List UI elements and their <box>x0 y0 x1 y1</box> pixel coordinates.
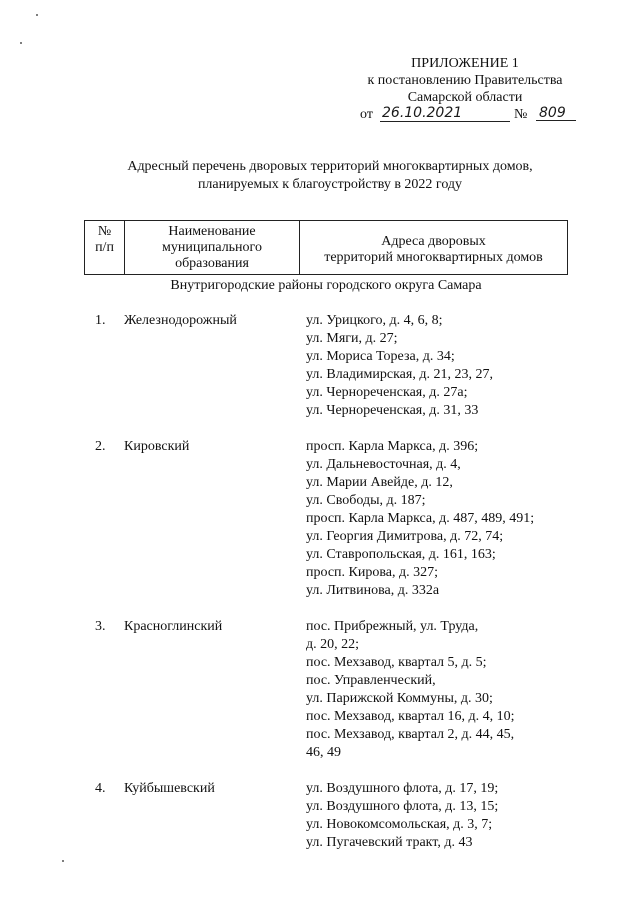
item-number: 1. <box>95 313 106 328</box>
address-line: ул. Марии Авейде, д. 12, <box>306 475 453 490</box>
address-line: ул. Мориса Тореза, д. 34; <box>306 349 455 364</box>
list-item <box>0 780 634 852</box>
address-line: ул. Георгия Димитрова, д. 72, 74; <box>306 529 504 544</box>
address-line: ул. Воздушного флота, д. 13, 15; <box>306 799 499 814</box>
header-text: Адреса дворовых <box>381 234 486 249</box>
address-line: 46, 49 <box>306 745 341 760</box>
section-title: Внутригородские районы городского округа Самара <box>170 278 482 293</box>
title-line-2: планируемых к благоустройству в 2022 году <box>197 177 463 192</box>
item-district: Красноглинский <box>124 619 223 634</box>
header-col-addresses <box>300 221 567 274</box>
number-prefix: № <box>514 107 528 122</box>
address-line: пос. Мехзавод, квартал 5, д. 5; <box>306 655 487 670</box>
address-line: просп. Карла Маркса, д. 396; <box>306 439 479 454</box>
title-line-1: Адресный перечень дворовых территорий многоквартирных домов, <box>127 159 533 174</box>
address-line: ул. Владимирская, д. 21, 23, 27, <box>306 367 493 382</box>
item-addresses <box>306 438 634 600</box>
address-line: ул. Свободы, д. 187; <box>306 493 426 508</box>
item-number: 2. <box>95 439 106 454</box>
address-line: пос. Мехзавод, квартал 16, д. 4, 10; <box>306 709 515 724</box>
address-line: д. 20, 22; <box>306 637 360 652</box>
date-prefix: от <box>360 107 373 122</box>
handwritten-number: 809 <box>539 105 566 121</box>
item-district: Кировский <box>124 439 190 454</box>
address-line: пос. Управленческий, <box>306 673 436 688</box>
entries-list <box>0 312 634 870</box>
scan-speck <box>20 42 22 44</box>
address-line: ул. Чернореченская, д. 31, 33 <box>306 403 479 418</box>
address-line: просп. Кирова, д. 327; <box>306 565 439 580</box>
item-addresses <box>306 618 634 762</box>
address-line: ул. Литвинова, д. 332а <box>306 583 440 598</box>
address-line: ул. Мяги, д. 27; <box>306 331 398 346</box>
address-line: ул. Пугачевский тракт, д. 43 <box>306 835 473 850</box>
item-district: Железнодорожный <box>124 313 237 328</box>
address-line: пос. Прибрежный, ул. Труда, <box>306 619 479 634</box>
address-line: ул. Дальневосточная, д. 4, <box>306 457 461 472</box>
header-text: территорий многоквартирных домов <box>324 250 543 265</box>
list-item <box>0 312 634 420</box>
appendix-line-2: Самарской области <box>407 90 523 105</box>
header-text: № <box>97 224 112 239</box>
address-line: ул. Урицкого, д. 4, 6, 8; <box>306 313 443 328</box>
address-line: ул. Парижской Коммуны, д. 30; <box>306 691 493 706</box>
item-number: 3. <box>95 619 106 634</box>
list-item <box>0 438 634 600</box>
item-number: 4. <box>95 781 106 796</box>
header-text: Наименование <box>168 224 256 239</box>
address-line: ул. Чернореченская, д. 27а; <box>306 385 468 400</box>
address-line: пос. Мехзавод, квартал 2, д. 44, 45, <box>306 727 515 742</box>
appendix-date-line <box>330 106 600 124</box>
header-text: п/п <box>95 240 114 255</box>
item-addresses <box>306 312 634 420</box>
scan-speck <box>36 14 38 16</box>
header-text: муниципального <box>162 240 262 255</box>
header-col-number <box>85 221 125 274</box>
item-addresses <box>306 780 634 852</box>
list-item <box>0 618 634 762</box>
header-col-municipality <box>125 221 300 274</box>
address-line: ул. Новокомсомольская, д. 3, 7; <box>306 817 493 832</box>
address-line: ул. Воздушного флота, д. 17, 19; <box>306 781 499 796</box>
address-line: ул. Ставропольская, д. 161, 163; <box>306 547 496 562</box>
header-text: образования <box>175 256 249 271</box>
document-title <box>60 158 600 194</box>
appendix-title: ПРИЛОЖЕНИЕ 1 <box>411 56 519 71</box>
appendix-block <box>330 55 600 124</box>
handwritten-date: 26.10.2021 <box>382 105 463 121</box>
item-district: Куйбышевский <box>124 781 215 796</box>
address-line: просп. Карла Маркса, д. 487, 489, 491; <box>306 511 535 526</box>
appendix-line-1: к постановлению Правительства <box>367 73 563 88</box>
table-header <box>84 220 568 275</box>
